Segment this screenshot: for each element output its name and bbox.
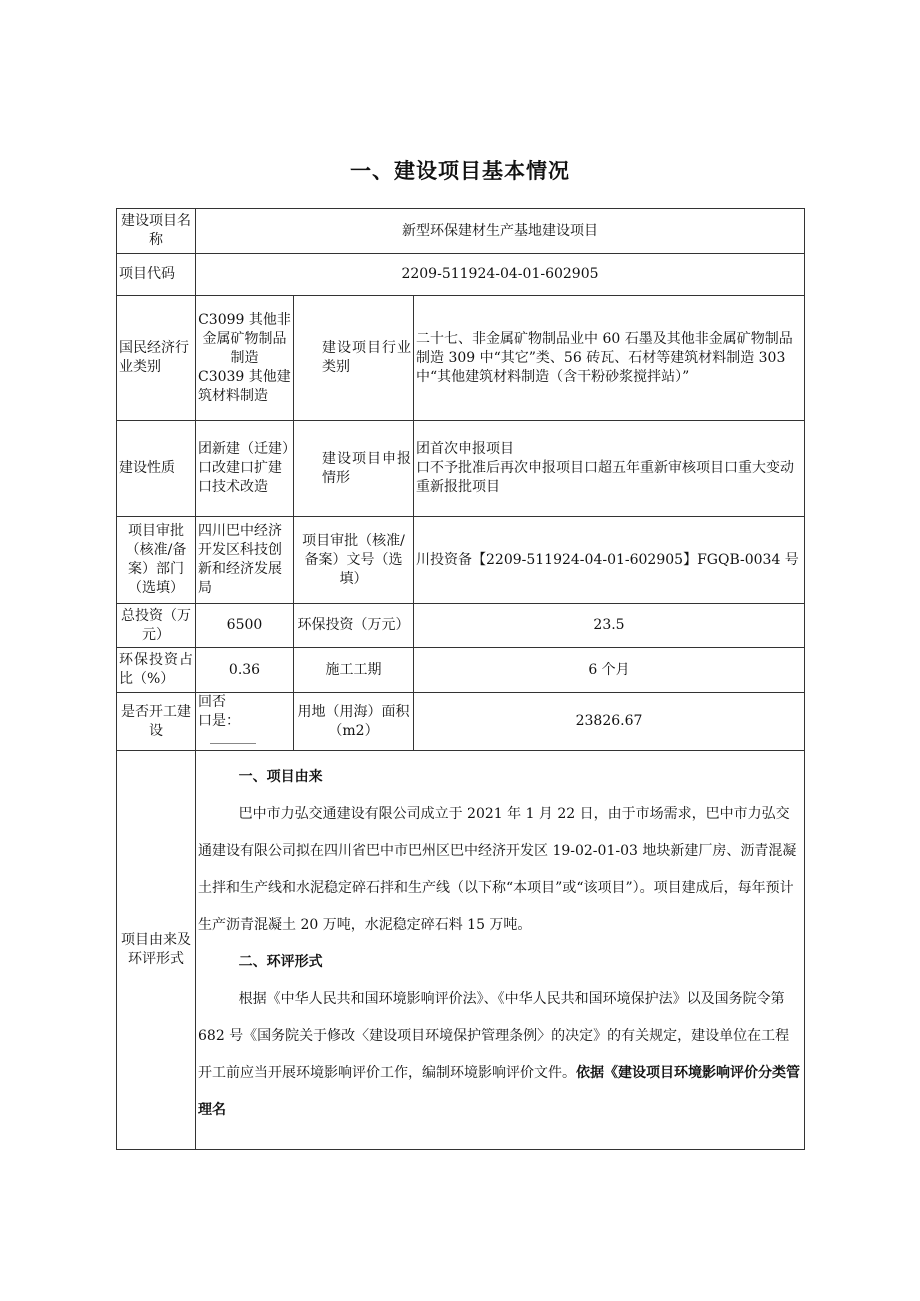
label-project-name: 建设项目名称 — [117, 209, 196, 254]
label-approval-number: 项目审批（核准/备案）文号（选填） — [294, 517, 414, 604]
value-land-area: 23826.67 — [414, 693, 805, 751]
heading-eia-form: 二、环评形式 — [238, 954, 323, 970]
value-nature: 团新建（迁建）口改建口扩建口技术改造 — [196, 421, 294, 517]
row-env-ratio — [117, 648, 805, 693]
label-total-investment: 总投资（万元） — [117, 604, 196, 648]
yes-date-blank[interactable] — [210, 731, 256, 744]
paragraph-eia-form — [198, 981, 802, 1129]
row-nature — [117, 421, 805, 517]
option-no[interactable]: 回否 — [198, 694, 226, 710]
label-nature: 建设性质 — [117, 421, 196, 517]
label-application-type: 建设项目申报情形 — [294, 421, 414, 517]
label-approval-dept: 项目审批（核准/备案）部门（选填） — [117, 517, 196, 604]
value-construction-period: 6 个月 — [414, 648, 805, 693]
label-industry: 国民经济行业类别 — [117, 296, 196, 421]
value-project-industry: 二十七、非金属矿物制品业中 60 石墨及其他非金属矿物制品制造 309 中“其它”类、56 砖瓦、石材等建筑材料制造 303 中“其他建筑材料制造（含干粉砂浆搅拌站）” — [414, 296, 805, 421]
option-other-applications[interactable]: 口不予批准后再次申报项目口超五年重新审核项目口重大变动重新报批项目 — [416, 460, 794, 495]
row-started — [117, 693, 805, 751]
row-approval — [117, 517, 805, 604]
value-application-type — [414, 421, 805, 517]
eia-form-bold-text: 依据《建设项目环境影响评价分类管理名 — [198, 1065, 800, 1118]
value-project-code: 2209-511924-04-01-602905 — [196, 254, 805, 296]
value-approval-dept: 四川巴中经济开发区科技创新和经济发展局 — [196, 517, 294, 604]
label-env-ratio: 环保投资占比（%） — [117, 648, 196, 693]
origin-content — [196, 751, 805, 1150]
label-construction-period: 施工工期 — [294, 648, 414, 693]
project-info-table — [116, 208, 805, 1150]
row-project-name — [117, 209, 805, 254]
value-env-ratio: 0.36 — [196, 648, 294, 693]
value-project-name: 新型环保建材生产基地建设项目 — [196, 209, 805, 254]
page-title: 一、建设项目基本情况 — [350, 159, 570, 183]
value-total-investment: 6500 — [196, 604, 294, 648]
label-origin: 项目由来及环评形式 — [117, 751, 196, 1150]
row-industry — [117, 296, 805, 421]
value-industry — [196, 296, 294, 421]
value-env-investment: 23.5 — [414, 604, 805, 648]
value-approval-number: 川投资备【2209-511924-04-01-602905】FGQB-0034 号 — [414, 517, 805, 604]
option-yes[interactable]: 口是： — [198, 713, 240, 729]
label-project-industry: 建设项目行业类别 — [294, 296, 414, 421]
industry-code-2: C3039 其他建筑材料制造 — [198, 368, 291, 404]
label-project-code: 项目代码 — [117, 254, 196, 296]
industry-code-1: C3099 其他非金属矿物制品制造 — [198, 311, 291, 366]
heading-project-origin: 一、项目由来 — [238, 769, 323, 785]
label-land-area: 用地（用海）面积（m2） — [294, 693, 414, 751]
eia-form-text: 根据《中华人民共和国环境影响评价法》、《中华人民共和国环境保护法》以及国务院令第 682 号《国务院关于修改〈建设项目环境保护管理条例〉的决定》的有关规定，建设单位在工程开工前应当开展环境影响评价工作，编制环境影响评价文件。 — [198, 991, 790, 1081]
row-investment — [117, 604, 805, 648]
option-yes-row — [198, 712, 291, 750]
option-first-application[interactable]: 团首次申报项目 — [416, 441, 514, 457]
paragraph-project-origin: 巴中市力弘交通建设有限公司成立于 2021 年 1 月 22 日，由于市场需求，巴中市力弘交通建设有限公司拟在四川省巴中市巴州区巴中经济开发区 19-02-01-03 地块新建厂房、沥青混凝土拌和生产线和水泥稳定碎石拌和生产线（以下称“本项目”或“该项目”）。项目建成后，每年预计生产沥青混凝土 20 万吨，水泥稳定碎石料 15 万吨。 — [198, 806, 797, 933]
row-project-code — [117, 254, 805, 296]
label-started: 是否开工建设 — [117, 693, 196, 751]
row-origin — [117, 751, 805, 1150]
value-started — [196, 693, 294, 751]
label-env-investment: 环保投资（万元） — [294, 604, 414, 648]
